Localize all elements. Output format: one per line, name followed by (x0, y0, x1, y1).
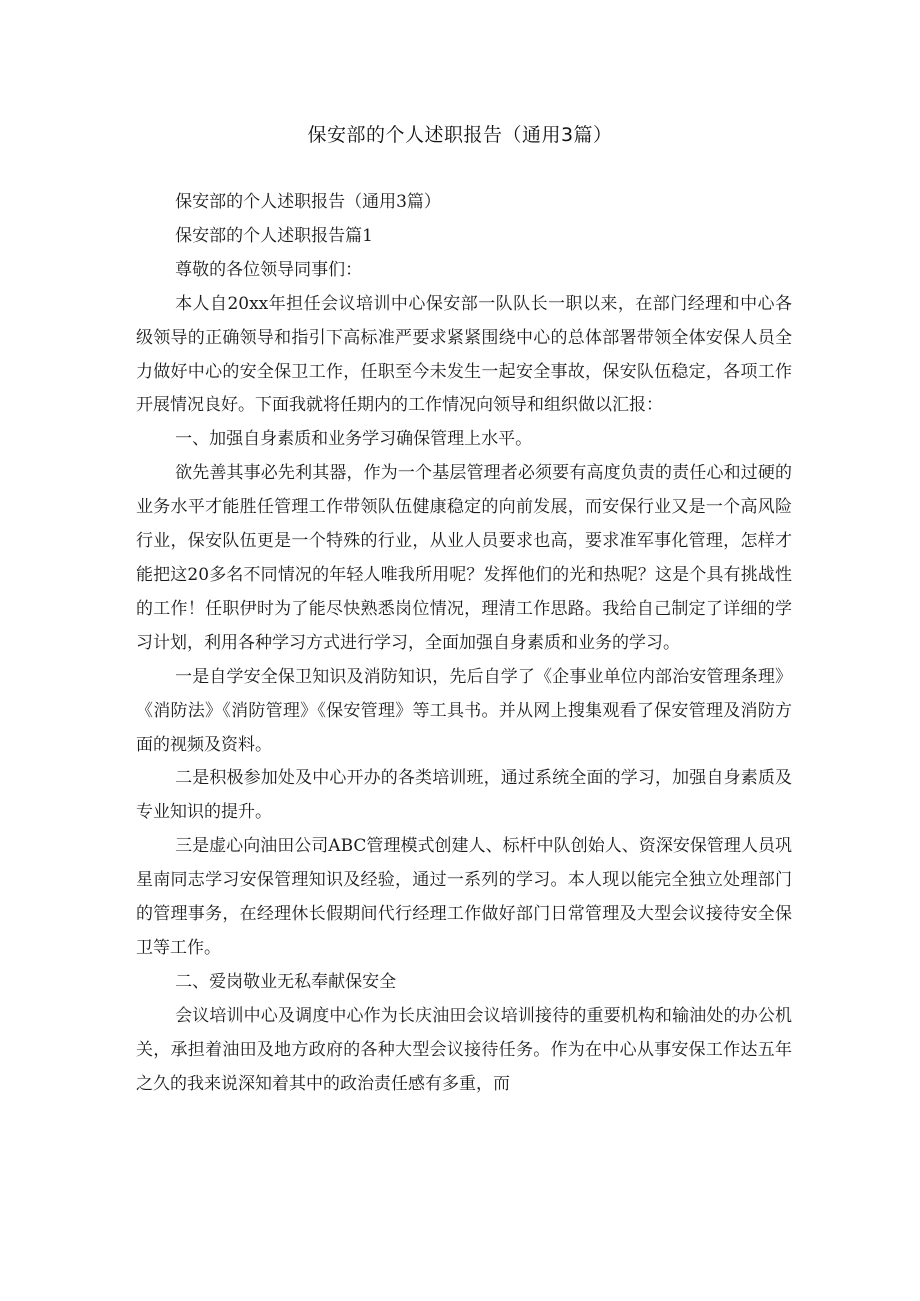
document-body (136, 186, 792, 1101)
paragraph-heading: 一、加强自身素质和业务学习确保管理上水平。 (175, 429, 533, 450)
paragraph: 一是自学安全保卫知识及消防知识，先后自学了《企事业单位内部治安管理条理》《消防法》《消防管理》《保安管理》等工具书。并从网上搜集观看了保安管理及消防方面的视频及资料。 (136, 666, 792, 755)
paragraph-section-heading: 保安部的个人述职报告篇1 (175, 225, 373, 246)
paragraph-salutation: 尊敬的各位领导同事们： (175, 259, 363, 280)
paragraph: 三是虚心向油田公司ABC管理模式创建人、标杆中队创始人、资深安保管理人员巩星南同志学习安保管理知识及经验，通过一系列的学习。本人现以能完全独立处理部门的管理事务，在经理休长假期间代行经理工作做好部门日常管理及大型会议接待安全保卫等工作。 (136, 836, 792, 958)
paragraph: 二是积极参加处及中心开办的各类培训班，通过系统全面的学习，加强自身素质及专业知识的提升。 (136, 768, 792, 823)
document-title: 保安部的个人述职报告（通用3篇） (307, 124, 613, 146)
paragraph: 本人自20xx年担任会议培训中心保安部一队队长一职以来，在部门经理和中心各级领导的正确领导和指引下高标准严要求紧紧围绕中心的总体部署带领全体安保人员全力做好中心的安全保卫工作，任职至今未发生一起安全事故，保安队伍稳定，各项工作开展情况良好。下面我就将任期内的工作情况向领导和组织做以汇报： (136, 293, 792, 416)
paragraph: 会议培训中心及调度中心作为长庆油田会议培训接待的重要机构和输油处的办公机关，承担着油田及地方政府的各种大型会议接待任务。作为在中心从事安保工作达五年之久的我来说深知着其中的政治责任感有多重，而 (136, 1005, 792, 1094)
paragraph: 欲先善其事必先利其器，作为一个基层管理者必须要有高度负责的责任心和过硬的业务水平才能胜任管理工作带领队伍健康稳定的向前发展，而安保行业又是一个高风险行业，保安队伍更是一个特殊的行业，从业人员要求也高，要求准军事化管理，怎样才能把这20多名不同情况的年轻人唯我所用呢？发挥他们的光和热呢？这是个具有挑战性的工作！任职伊时为了能尽快熟悉岗位情况，理清工作思路。我给自己制定了详细的学习计划，利用各种学习方式进行学习，全面加强自身素质和业务的学习。 (136, 463, 792, 653)
paragraph-heading: 二、爱岗敬业无私奉献保安全 (175, 971, 397, 992)
paragraph-subtitle: 保安部的个人述职报告（通用3篇） (175, 192, 441, 212)
